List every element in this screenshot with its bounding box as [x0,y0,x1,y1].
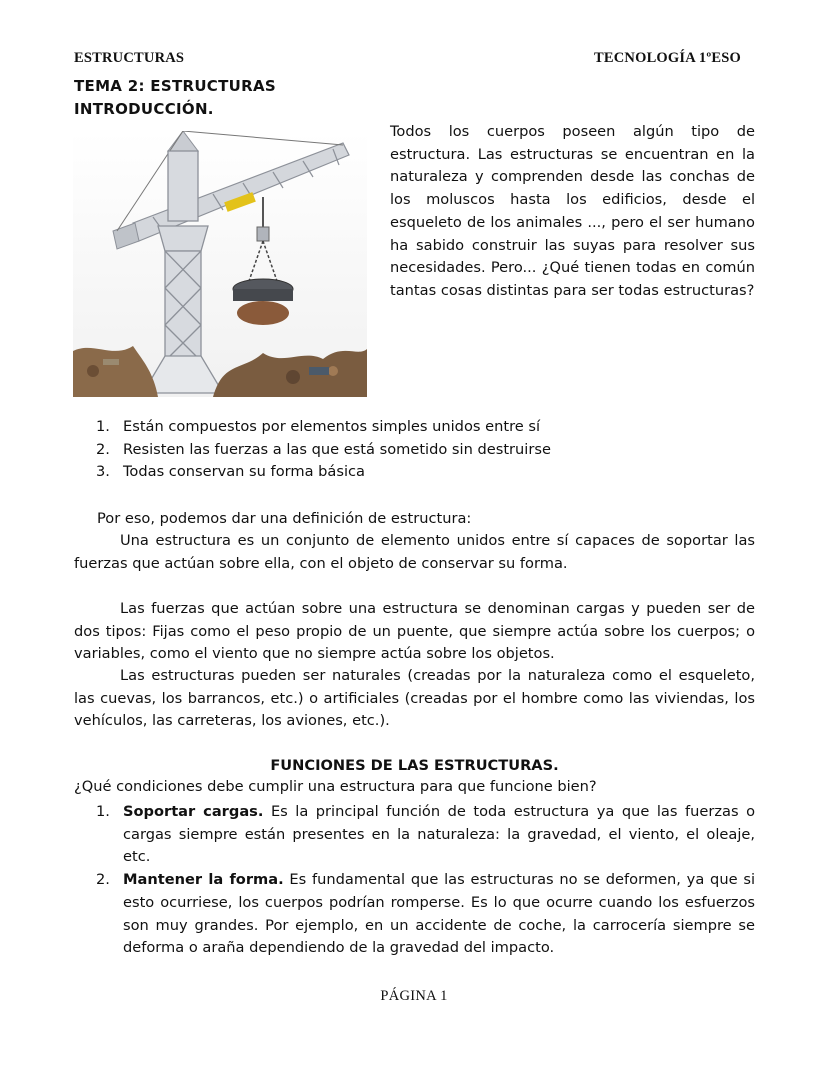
intro-text: Todos los cuerpos poseen algún tipo de estructura. Las estructuras se encuentran en la naturaleza y comprenden desde las conchas de los moluscos hasta los edificios, desde el esqueleto de los animales ..., pero el ser humano ha sabido construir las suyas para resolver sus necesidades. Pero... ¿Qué tienen todas en común tantas cosas distintas para ser todas estructuras? [390,123,755,299]
list-number: 2. [96,440,110,458]
crane-illustration [73,131,367,397]
list-number: 1. [96,418,110,435]
page-title: TEMA 2: ESTRUCTURAS [74,77,276,95]
list-number: 1. [96,803,110,820]
list-item-text: Resisten las fuerzas a las que está sometido sin destruirse [123,440,551,458]
function-term: Mantener la forma. [123,871,284,889]
list-item-text: Todas conservan su forma básica [123,463,365,481]
list-item [96,439,551,462]
natural-artificial-paragraph: Las estructuras pueden ser naturales (creadas por la naturaleza como el esqueleto, las cuevas, los barrancos, etc.) o artificiales (creadas por el hombre como las viviendas, los vehículos, las carreteras, los aviones, etc.). [74,667,755,730]
header-right: TECNOLOGÍA 1ºESO [594,50,741,66]
header-left: ESTRUCTURAS [74,50,185,66]
list-item-text: Están compuestos por elementos simples unidos entre sí [123,418,541,435]
list-item [96,461,551,484]
function-text: Es la principal función de toda estructura ya que las fuerzas o cargas siempre están presentes en la naturaleza: la gravedad, el viento, el oleaje, etc. [123,803,756,866]
functions-list [96,801,755,960]
forces-paragraph: Las fuerzas que actúan sobre una estructura se denominan cargas y pueden ser de dos tipos: Fijas como el peso propio de un puente, que siempre actúa sobre los cuerpos; o variables, como el viento que no siempre actúa sobre los objetos. [74,600,755,663]
common-features-list [96,416,551,484]
list-item [96,416,551,439]
page-footer: PÁGINA 1 [380,988,448,1004]
list-number: 2. [96,871,110,889]
function-term: Soportar cargas. [123,803,264,820]
list-item [96,801,755,869]
function-text: Es fundamental que las estructuras no se deformen, ya que si esto ocurriese, los cuerpos podrían romperse. Es lo que ocurre cuando los esfuerzos son muy grandes. Por ejemplo, en un accidente de coche, la carrocería siempre se deforma o araña dependiendo de la gravedad del impacto. [123,871,756,957]
functions-heading: FUNCIONES DE LAS ESTRUCTURAS. [270,757,559,774]
list-item [96,869,755,960]
functions-question: ¿Qué condiciones debe cumplir una estructura para que funcione bien? [74,778,597,795]
section-title-intro: INTRODUCCIÓN. [74,100,214,118]
definition-paragraph: Una estructura es un conjunto de elemento unidos entre sí capaces de soportar las fuerzas que actúan sobre ella, con el objeto de conservar su forma. [74,532,755,572]
list-number: 3. [96,463,110,481]
definition-lead: Por eso, podemos dar una definición de estructura: [97,510,472,527]
intro-paragraph [390,121,755,303]
